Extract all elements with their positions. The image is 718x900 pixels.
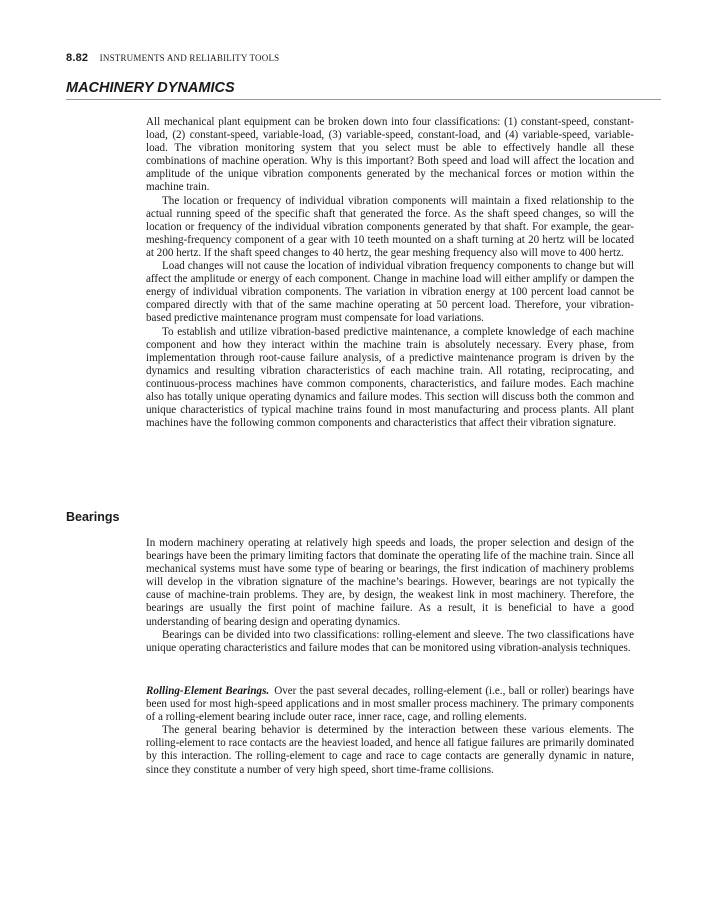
rolling-element-body: Over the past several decades, rolling-element (i.e., ball or roller) bearings have been used for most high-speed applications and in most smaller process machinery. The primary components of a rolling-element bearing include outer race, inner race, cage, and rolling elements.: [146, 685, 634, 724]
rolling-element-text: [146, 685, 634, 777]
intro-text: [146, 116, 634, 430]
intro-paragraph: Load changes will not cause the location of individual vibration frequency components to change but will affect the amplitude or energy of each component. Change in machine load will either amplify or dampen the energy of individual vibration components. The variation in vibration energy at 100 percent load cannot be compared directly with that of the same machine operating at 50 percent load. Therefore, your vibration-based predictive maintenance program must compensate for load variations.: [146, 260, 634, 325]
rolling-element-heading: Rolling-Element Bearings.: [146, 685, 270, 697]
page-number: 8.82: [66, 52, 89, 64]
running-title: INSTRUMENTS AND RELIABILITY TOOLS: [99, 53, 280, 63]
running-header: [66, 52, 279, 64]
rolling-element-paragraph-2: The general bearing behavior is determined by the interaction between these various elements. The rolling-element to race contacts are the heaviest loaded, and hence all fatigue failures are primarily dominated by this interaction. The rolling-element to cage and race to cage contacts are generally dynamic in nature, since they constitute a number of very high speed, short time-frame collisions.: [146, 724, 634, 776]
intro-paragraph: All mechanical plant equipment can be broken down into four classifications: (1) constant-speed, constant-load, (2) constant-speed, variable-load, (3) variable-speed, constant-load, and (4) variable-speed, variable-load. The vibration monitoring system that you select must be able to effectively handle all these combinations of machine operation. Why is this important? Both speed and load will affect the location and amplitude of the unique vibration components generated by the mechanical forces or motion within the machine train.: [146, 116, 634, 194]
intro-paragraph: The location or frequency of individual vibration components will maintain a fixed relationship to the actual running speed of the specific shaft that generated the force. As the shaft speed changes, so will the location or frequency of the individual vibration components generated by that shaft. For example, the gear-meshing-frequency component of a gear with 10 teeth mounted on a shaft turning at 20 hertz will be located at 200 hertz. If the shaft speed changes to 40 hertz, the gear meshing frequency also will move to 400 hertz.: [146, 194, 634, 259]
intro-paragraph: To establish and utilize vibration-based predictive maintenance, a complete knowledge of each machine component and how they interact within the machine train is absolutely necessary. Every phase, from implementation through root-cause failure analysis, of a predictive maintenance program is driven by the dynamics and resulting vibration characteristics of each machine train. All rotating, reciprocating, and continuous-process machines have common components, characteristics, and failure modes. Each machine also has totally unique operating dynamics and failure modes. This section will discuss both the common and unique characteristics of typical machine trains found in most manufacturing and process plants. All plant machines have the following common components and characteristics that affect their vibration signature.: [146, 325, 634, 430]
section-title: MACHINERY DYNAMICS: [66, 80, 661, 100]
bearings-text: [146, 537, 634, 655]
bearings-heading: Bearings: [66, 510, 120, 524]
bearings-paragraph: Bearings can be divided into two classifications: rolling-element and sleeve. The two classifications have unique operating characteristics and failure modes that can be monitored using vibration-analysis techniques.: [146, 628, 634, 654]
bearings-paragraph: In modern machinery operating at relatively high speeds and loads, the proper selection and design of the bearings have been the primary limiting factors that dominate the operating life of the machine train. Since all mechanical systems must have some type of bearing or bearings, the first indication of machinery problems will develop in the vibration signature of the machine’s bearings. However, bearings are not typically the cause of machine-train problems. They are, by design, the weakest link in most machinery. Therefore, the bearings are usually the first point of machine failure. As a result, it is beneficial to have a good understanding of bearing design and operating dynamics.: [146, 537, 634, 628]
rolling-element-paragraph: [146, 685, 634, 724]
